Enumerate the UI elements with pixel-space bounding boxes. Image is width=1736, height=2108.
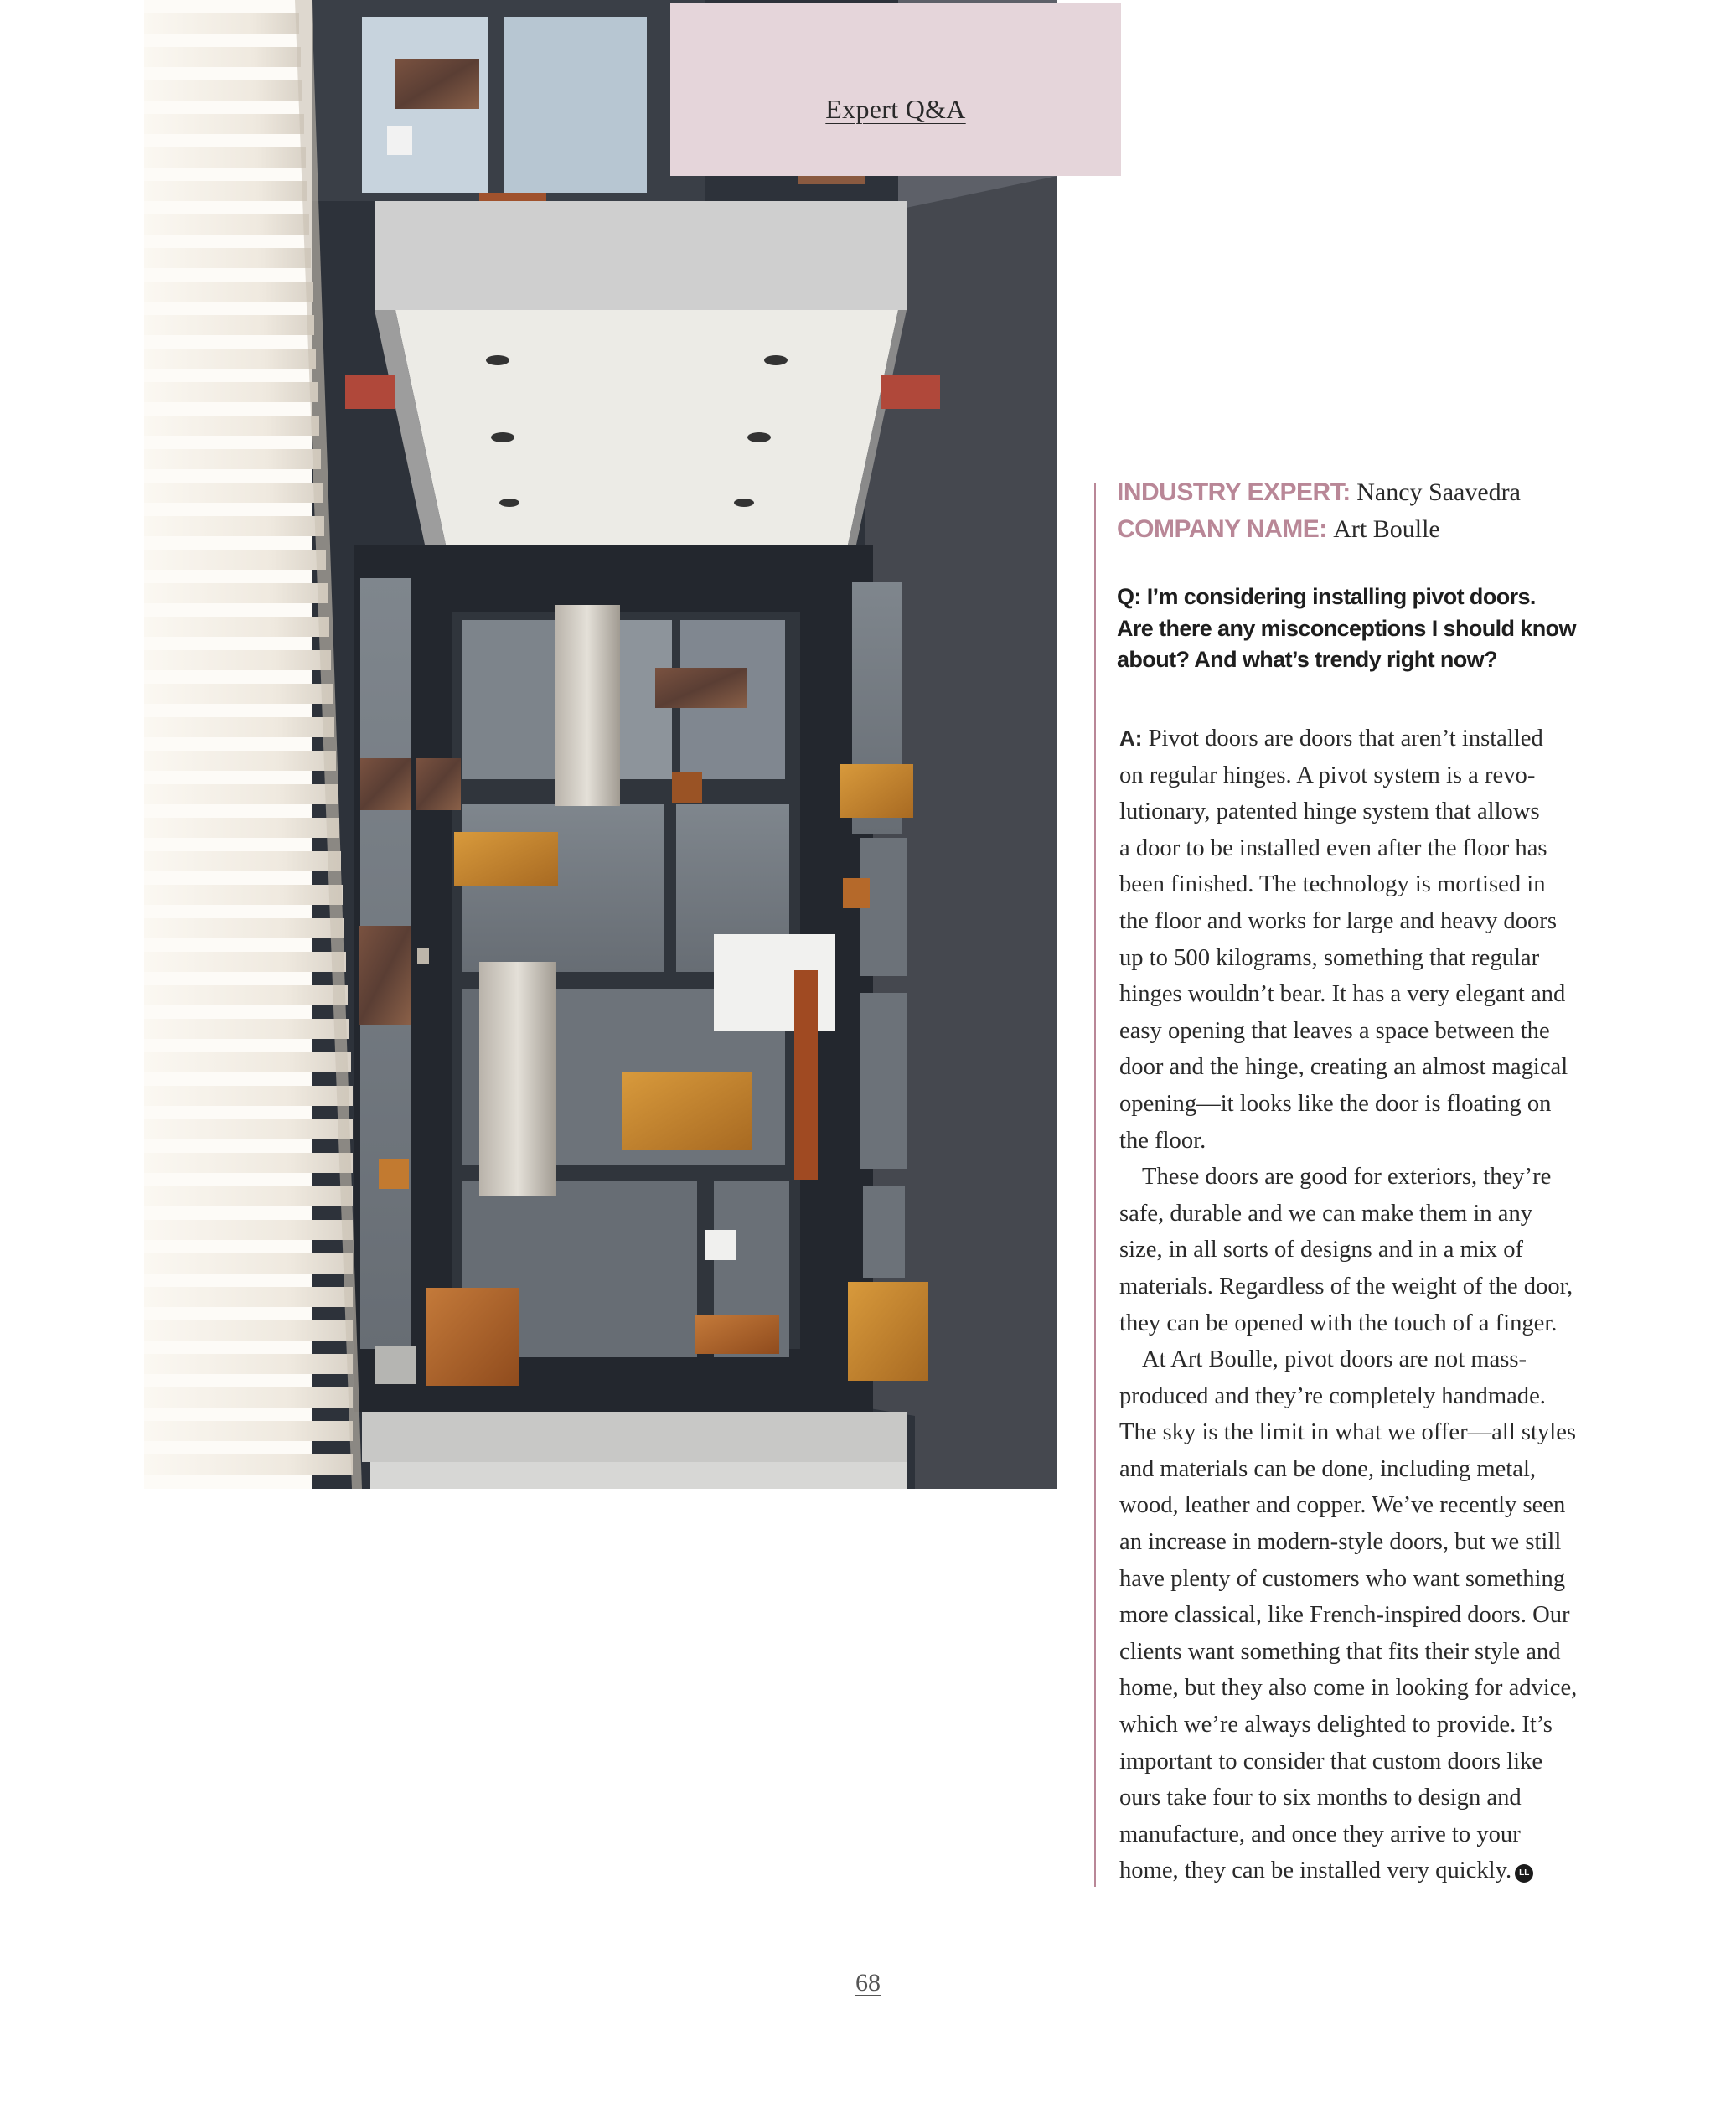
company-name-line xyxy=(1117,513,1440,546)
answer-line: easy opening that leaves a space between the xyxy=(1119,1017,1550,1044)
answer-line: safe, durable and we can make them in any xyxy=(1119,1200,1533,1227)
question-line: Q: I’m considering installing pivot doors. xyxy=(1117,584,1536,609)
answer-line: Pivot doors are doors that aren’t installed xyxy=(1142,726,1543,752)
answer-line: they can be opened with the touch of a finger. xyxy=(1119,1310,1558,1336)
answer-line: At Art Boulle, pivot doors are not mass- xyxy=(1142,1346,1527,1373)
entry-door-photo xyxy=(144,0,1057,1489)
answer-line: been finished. The technology is mortised in xyxy=(1119,871,1546,898)
answer-line: an increase in modern-style doors, but we still xyxy=(1119,1529,1562,1556)
answer-line: a door to be installed even after the floor has xyxy=(1119,834,1547,861)
answer-line: and materials can be done, including metal, xyxy=(1119,1455,1537,1482)
answer-line: opening—it looks like the door is floating on xyxy=(1119,1090,1552,1117)
end-of-article-icon: LL xyxy=(1515,1864,1533,1883)
answer-line: manufacture, and once they arrive to your xyxy=(1119,1821,1521,1847)
answer-line: home, but they also come in looking for advice, xyxy=(1119,1675,1578,1702)
answer-lead: A: xyxy=(1119,726,1143,751)
page-number: 68 xyxy=(855,1969,881,1997)
expert-name: Nancy Saavedra xyxy=(1356,478,1521,506)
answer-line: lutionary, patented hinge system that allows xyxy=(1119,798,1540,825)
answer-paragraph-3 xyxy=(1119,1341,1589,1889)
answer-line: The sky is the limit in what we offer—all styles xyxy=(1119,1419,1577,1446)
company-label: COMPANY NAME: xyxy=(1117,515,1327,543)
answer-line: These doors are good for exteriors, they’re xyxy=(1142,1164,1552,1191)
question-line: about? And what’s trendy right now? xyxy=(1117,647,1497,672)
answer-line: hinges wouldn’t bear. It has a very elegant and xyxy=(1119,981,1566,1008)
answer-line: size, in all sorts of designs and in a mix of xyxy=(1119,1237,1524,1263)
answer-line: more classical, like French-inspired doors. Our xyxy=(1119,1602,1570,1629)
industry-expert-line xyxy=(1117,476,1521,509)
answer-line: up to 500 kilograms, something that regular xyxy=(1119,944,1540,971)
answer-line: have plenty of customers who want something xyxy=(1119,1565,1566,1592)
photo-illustration xyxy=(144,0,1057,1489)
answer-paragraph-2 xyxy=(1119,1159,1589,1341)
question xyxy=(1117,581,1586,676)
answer-line: clients want something that fits their style and xyxy=(1119,1638,1561,1665)
question-line: Are there any misconceptions I should know xyxy=(1117,615,1576,641)
answer-line: the floor and works for large and heavy doors xyxy=(1119,907,1557,934)
answer-line: door and the hinge, creating an almost magical xyxy=(1119,1054,1568,1081)
answer-paragraph-1 xyxy=(1119,721,1589,1159)
answer-body xyxy=(1119,721,1589,1889)
answer-line: ours take four to six months to design and xyxy=(1119,1785,1522,1811)
answer-line: which we’re always delighted to provide. It’s xyxy=(1119,1712,1553,1739)
answer-line: home, they can be installed very quickly. xyxy=(1119,1857,1512,1884)
answer-line: wood, leather and copper. We’ve recently seen xyxy=(1119,1492,1566,1519)
company-name: Art Boulle xyxy=(1333,515,1440,543)
section-header-tab xyxy=(670,3,1121,176)
accent-rule xyxy=(1094,483,1096,1887)
answer-line: important to consider that custom doors like xyxy=(1119,1748,1543,1775)
answer-line: produced and they’re completely handmade. xyxy=(1119,1382,1546,1409)
answer-line: on regular hinges. A pivot system is a revo- xyxy=(1119,762,1536,788)
answer-line: materials. Regardless of the weight of the door, xyxy=(1119,1273,1573,1299)
section-label: Expert Q&A xyxy=(825,94,966,124)
answer-line: the floor. xyxy=(1119,1127,1206,1154)
expert-label: INDUSTRY EXPERT: xyxy=(1117,478,1351,506)
